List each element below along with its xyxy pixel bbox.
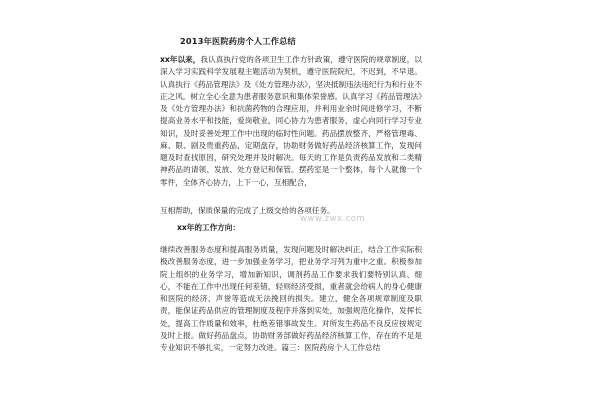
- paragraph-1-lead: xx年以来，: [160, 55, 201, 64]
- section-heading: xx年的工作方向：: [177, 223, 240, 232]
- document-title: 2013年医院药房个人工作总结: [180, 36, 296, 46]
- paragraph-1-text: 我认真执行党的各项卫生工作方针政策，遵守医院的规章制度，以深入学习实践科学发展观主题活动为契机，遵守医院院纪，不迟到，不早退。认真执行《药品管理法》及《处方管理办法》，坚决抵制违法违纪行为和行业不正之风。树立全心全意为患者服务意识和集体荣誉感。认真学习《药品管理法》及《处方管理办法》和抗菌药物的合理应用，并利用业余时间进修学习，不断提高业务水平和技能，爱岗敬业，同心协力为患者服务，虚心向同行学习专业知识，及时妥善处理工作中出现的临时性问题。药品摆放整齐，严格管理毒、麻、限、剧及贵重药品，定期盘存，协助财务做好药品经济核算工作，发现问题及时查找原因，研究处理并及时解决。每天的工作是负责药品发放和二类精神药品的请领、发放、处方登记和保管。摆药室是一个整体，每个人就像一个零件，全体齐心协力，上下一心，互相配合，: [160, 55, 422, 187]
- paragraph-2: 互相帮助，保质保量的完成了上级交给的各项任务。: [160, 206, 335, 215]
- paragraph-3: 继续改善服务态度和提高服务质量，发现问题及时解决纠正，结合工作实际积极改善服务态度，进一步加强业务学习，把业务学习列为重中之重。积极参加院上组织的业务学习，增加新知识，调剂药品工作要求我们要特别认真、细心，不能在工作中出现任何差错，轻则经济受损，重者就会给病人的身心健康和医院的经济、声誉等造成无法挽回的损失。建立、健全各项规章制度及职责，能保证药品供应的管理制度及程序并落到实处，加强规范化操作，发挥长处，提高工作质量和效率，杜绝差错事故发生。对所发生药品不良反应按规定及时上报。做好药品盘点，协助财务部做好药品经济核算工作，存在的不足是专业知识不够扎实，一定努力改进。篇三：医院药房个人工作总结: [160, 245, 422, 352]
- watermark: www.zwx.com: [300, 214, 366, 224]
